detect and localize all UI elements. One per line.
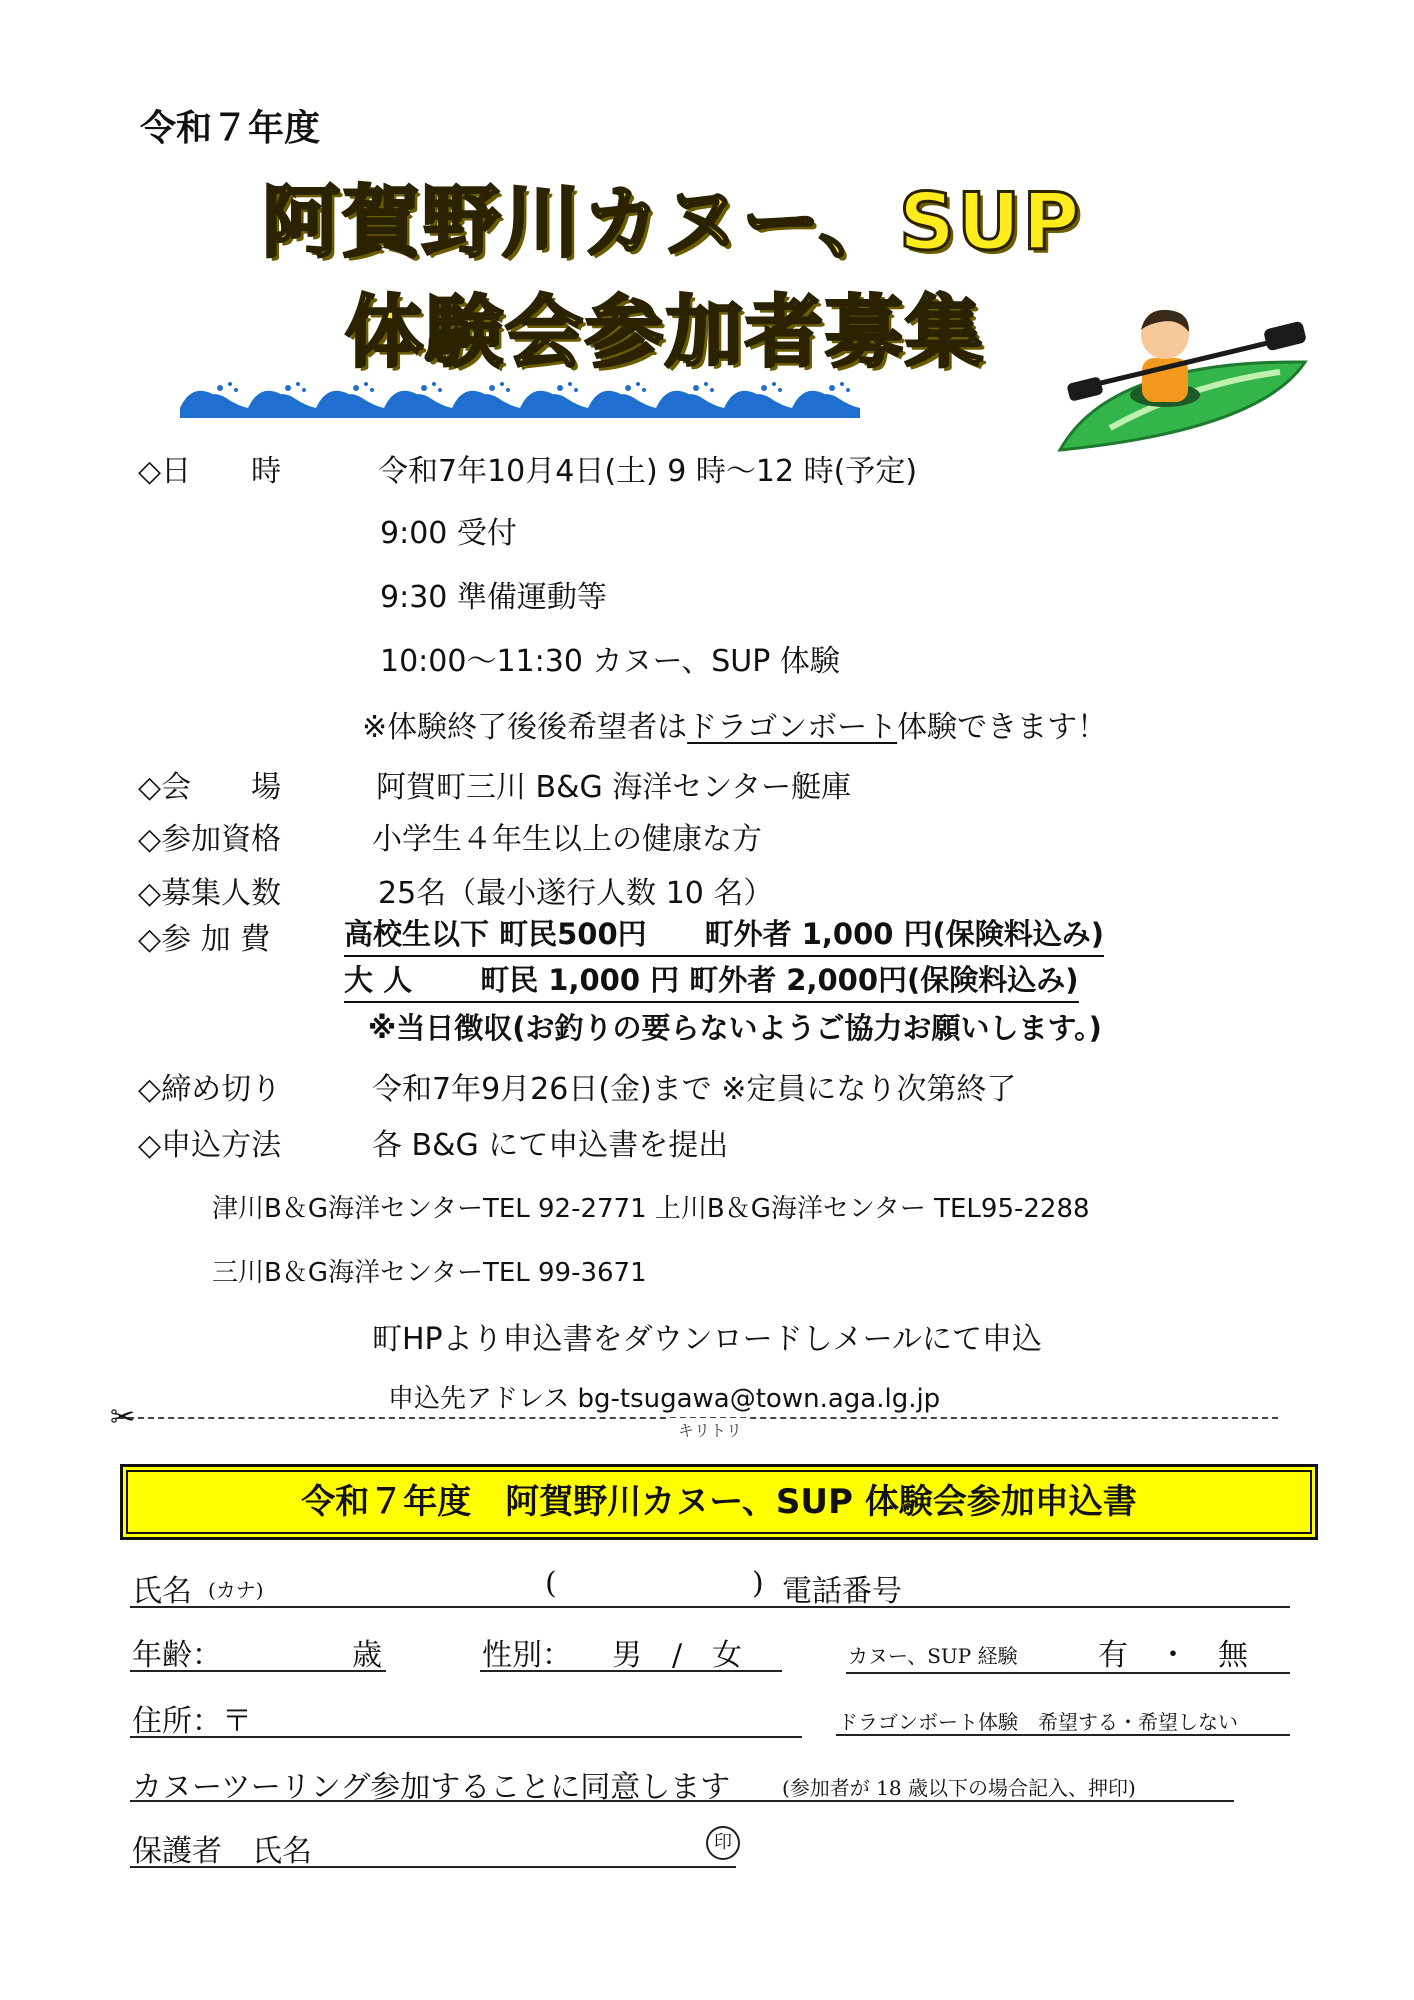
dragon-line [836, 1734, 1290, 1736]
paren-open: ( [545, 1566, 557, 1601]
name-line[interactable] [130, 1606, 1290, 1608]
eligibility-value: 小学生４年生以上の健康な方 [372, 822, 762, 857]
age-line[interactable] [130, 1670, 386, 1672]
experience-options[interactable]: 有 ・ 無 [1098, 1638, 1248, 1673]
apply-label: ◇申込方法 [138, 1128, 282, 1163]
age-unit: 歳 [352, 1638, 382, 1673]
contact-line1: 津川B＆G海洋センターTEL 92-2771 上川B＆G海洋センター TEL95-2288 [212, 1194, 1090, 1224]
address-label: 住所：〒 [132, 1704, 252, 1739]
fee-students: 高校生以下 町民500円 町外者 1,000 円(保険料込み) [344, 912, 1104, 957]
name-label: 氏名 [132, 1574, 192, 1609]
schedule-item: 10:00～11:30 カヌー、SUP 体験 [380, 644, 840, 679]
schedule-item: 9:30 準備運動等 [380, 580, 607, 615]
consent-note: (参加者が 18 歳以下の場合記入、押印) [782, 1776, 1136, 1800]
address-line[interactable] [130, 1736, 802, 1738]
eligibility-label: ◇参加資格 [138, 822, 282, 857]
kiritori-label: キリトリ [670, 1418, 750, 1441]
consent-line [130, 1800, 1234, 1802]
consent-text: カヌーツーリング参加することに同意します [132, 1770, 731, 1805]
wave-decoration [180, 378, 860, 418]
dragon-boat-link: ドラゴンボート [687, 710, 898, 745]
paren-close: ) [752, 1566, 764, 1601]
fee-adults: 大 人 町民 1,000 円 町外者 2,000円(保険料込み) [344, 958, 1079, 1003]
contact-line2: 三川B＆G海洋センターTEL 99-3671 [212, 1258, 647, 1288]
title-line1: 阿賀野川カヌー、SUP [262, 178, 1082, 268]
capacity-label: ◇募集人数 [138, 876, 282, 911]
fee-label: ◇参 加 費 [138, 922, 271, 957]
kayak-illustration [1050, 300, 1320, 460]
email-address: 申込先アドレス bg-tsugawa@town.aga.lg.jp [388, 1384, 941, 1414]
guardian-label: 保護者 氏名 [132, 1834, 312, 1869]
gender-options[interactable]: 男 / 女 [612, 1638, 743, 1673]
gender-line [480, 1670, 782, 1672]
form-title: 令和７年度 阿賀野川カヌー、SUP 体験会参加申込書 [120, 1464, 1318, 1540]
guardian-line[interactable] [130, 1866, 736, 1868]
schedule-label: ◇日 時 [138, 454, 282, 489]
age-label: 年齢： [132, 1638, 222, 1673]
experience-label: カヌー、SUP 経験 [848, 1644, 1018, 1668]
download-instruction: 町HPより申込書をダウンロードしメールにて申込 [372, 1322, 1043, 1357]
title-line2: 体験会参加者募集 [345, 288, 986, 378]
deadline-value: 令和7年9月26日(金)まで ※定員になり次第終了 [372, 1072, 1017, 1107]
fee-note: ※当日徴収(お釣りの要らないようご協力お願いします。) [368, 1011, 1102, 1045]
gender-label: 性別： [482, 1638, 572, 1673]
capacity-value: 25名（最小遂行人数 10 名） [378, 876, 774, 911]
venue-value: 阿賀町三川 B&G 海洋センター艇庫 [376, 770, 852, 805]
dragon-boat-note: ※体験終了後後希望者はドラゴンボート体験できます！ [362, 710, 1108, 745]
deadline-label: ◇締め切り [138, 1072, 282, 1107]
scissors-icon: ✂ [110, 1400, 136, 1435]
experience-line [846, 1672, 1290, 1674]
apply-value: 各 B&G にて申込書を提出 [372, 1128, 729, 1163]
kana-label: (カナ) [208, 1578, 264, 1602]
schedule-date: 令和7年10月4日(土) 9 時～12 時(予定) [378, 454, 918, 489]
venue-label: ◇会 場 [138, 770, 282, 805]
schedule-item: 9:00 受付 [380, 516, 517, 551]
dragon-boat-option[interactable]: ドラゴンボート体験 希望する・希望しない [838, 1710, 1238, 1734]
fiscal-year: 令和７年度 [140, 108, 321, 149]
seal-icon: 印 [706, 1826, 740, 1860]
phone-label: 電話番号 [782, 1574, 902, 1609]
